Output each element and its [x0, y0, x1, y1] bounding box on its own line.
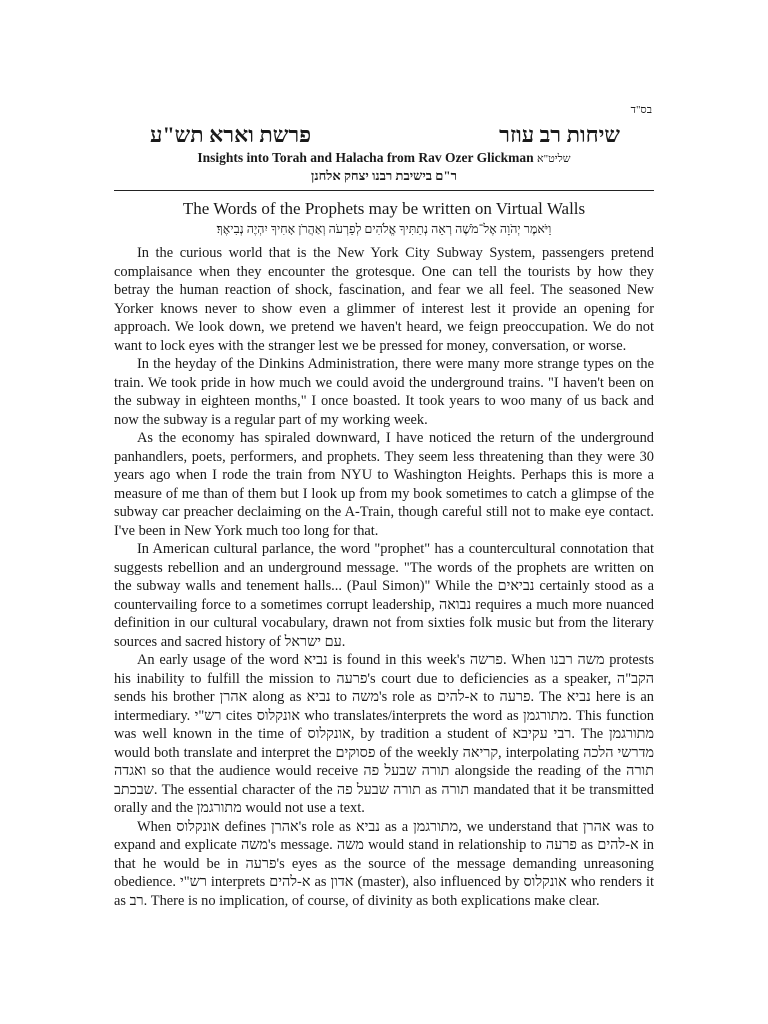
- paragraph-6: When אונקלוס defines אהרן's role as נביא as a מתורגמן, we understand that אהרן was to expand and explicate משה's message. משה would stand in relationship to פרעה as א-להים in that he would be in פרעה's eyes as the source of the message demanding unreasoning obedience. רש"י interprets א-להים as אדון (master), also influenced by אונקלוס who renders it as רב. There is no implication, of course, of divinity as both explications make clear.: [114, 818, 655, 909]
- subtitle-text: Insights into Torah and Halacha from Rav Ozer Glickman: [197, 150, 534, 165]
- article-body: [114, 244, 654, 910]
- parsha-title: פרשת וארא תש"ע: [150, 122, 312, 147]
- paragraph-4: In American cultural parlance, the word "prophet" has a countercultural connotation that suggests rebellion and an underground message. "The words of the prophets are written on the subway walls and tenement halls... (Paul Simon)" While the נביאים certainly stood as a countervailing force to a sometimes corrupt leadership, נבואה requires a much more nuanced definition in our cultural vocabulary, drawn not from sixties folk music but from the literary sources and sacred history of עם ישראל.: [114, 541, 654, 650]
- paragraph-2: In the heyday of the Dinkins Administration, there were many more strange types on the train. We took pride in how much we could avoid the underground trains. "I haven't been on the subway in eighteen months," I once boasted. It took years to woo many of us back and now the subway is a regular part of my working week.: [114, 356, 654, 428]
- paragraph-5: An early usage of the word נביא is found in this week's פרשה. When משה רבנו protests his inability to fulfill the mission to פרעה's court due to deficiencies as a speaker, הקב"ה sends his brother אהרן along as נביא to משה's role as א-להים to פרעה. The נביא here is an intermediary. רש"י cites אונקלוס who translates/interprets the word as מתורגמן. This function was well known in the time of אונקלוס, by tradition a student of רבי עקיבא. The מתורגמן would both translate and interpret the פסוקים of the weekly קריאה, interpolating מדרשי הלכה ואגדה so that the audience would receive תורה שבעל פה alongside the reading of the תורה שבכתב. The essential character of the תורה שבעל פה as תורה mandated that it be transmitted orally and the מתורגמן would not use a text.: [114, 652, 655, 816]
- bsd-mark: בס"ד: [630, 104, 652, 116]
- shlita-honorific: שליט"א: [537, 153, 571, 165]
- paragraph-3: As the economy has spiraled downward, I have noticed the return of the underground panhandlers, poets, performers, and prophets. They seem less threatening than they were 30 years ago when I rode the train from NYU to Washington Heights. Perhaps this is more a measure of me than of them but I look up from my book sometimes to catch a glimpse of the subway car preacher declaiming on the A-Train, though careful still not to make eye contact. I've been in New York much too long for that.: [114, 430, 654, 539]
- rosh-yeshiva-line: ר"ם בישיבת רבנו יצחק אלחנן: [311, 168, 457, 183]
- subtitle: [0, 150, 768, 166]
- paragraph-1: In the curious world that is the New York City Subway System, passengers pretend complaisance when they encounter the grotesque. One can tell the tourists by how they betray the human reaction of shock, fascination, and fear we all feel. The seasoned New Yorker knows never to show even a glimmer of interest lest it provide an opening for approach. We look down, we pretend we haven't heard, we feign preoccupation. We do not want to lock eyes with the stranger lest we be pressed for money, conversation, or worse.: [114, 245, 654, 354]
- series-title: שיחות רב עוזר: [499, 122, 620, 147]
- article-title: The Words of the Prophets may be written on Virtual Walls: [182, 199, 586, 218]
- header-divider: [114, 190, 654, 191]
- hebrew-title-row: [150, 122, 620, 148]
- pasuk-quote: וַיֹּאמֶר יְהֹוָה אֶל־מֹשֶׁה רְאֵה נְתַתִּיךָ אֱלֹהִים לְפַרְעֹה וְאַהֲרֹן אָחִיךָ יִהְיֶה נְבִיאֶךָ׃: [216, 222, 552, 236]
